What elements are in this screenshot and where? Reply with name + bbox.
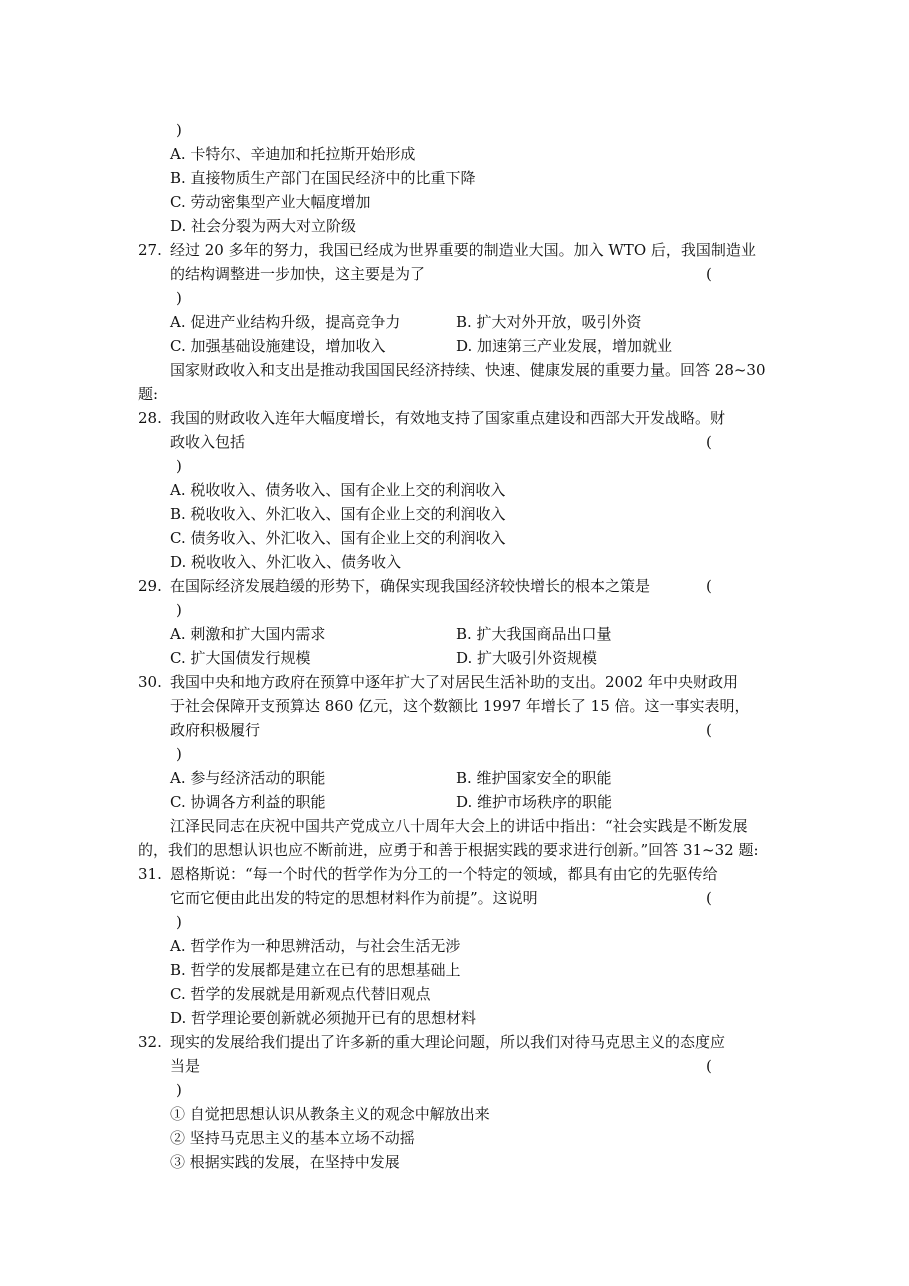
- question-number: 30.: [138, 673, 162, 691]
- option-b: B. 扩大对外开放，吸引外资: [456, 313, 642, 331]
- bracket-close: ): [176, 457, 182, 475]
- option-b: B. 哲学的发展都是建立在已有的思想基础上: [170, 961, 461, 979]
- passage-text: 国家财政收入和支出是推动我国国民经济持续、快速、健康发展的重要力量。回答 28~30: [170, 361, 766, 379]
- question-number: 32.: [138, 1033, 162, 1051]
- question-text: 我国中央和地方政府在预算中逐年扩大了对居民生活补助的支出。2002 年中央财政用: [170, 673, 738, 691]
- option-a: A. 参与经济活动的职能: [170, 769, 326, 787]
- question-number: 31.: [138, 865, 162, 883]
- option-b: B. 维护国家安全的职能: [456, 769, 612, 787]
- option-d: D. 税收收入、外汇收入、债务收入: [170, 553, 402, 571]
- passage-text: 的，我们的思想认识也应不断前进，应勇于和善于根据实践的要求进行创新。”回答 31~32 题:: [138, 841, 759, 859]
- option-d: D. 加速第三产业发展，增加就业: [456, 337, 673, 355]
- option-d: D. 维护市场秩序的职能: [456, 793, 613, 811]
- question-number: 28.: [138, 409, 162, 427]
- option-a: A. 促进产业结构升级，提高竞争力: [170, 313, 401, 331]
- bracket-open: (: [706, 577, 712, 595]
- question-text: 现实的发展给我们提出了许多新的重大理论问题，所以我们对待马克思主义的态度应: [170, 1033, 726, 1051]
- option-c: C. 扩大国债发行规模: [170, 649, 311, 667]
- passage-text: 江泽民同志在庆祝中国共产党成立八十周年大会上的讲话中指出：“社会实践是不断发展: [170, 817, 748, 835]
- question-text: 于社会保障开支预算达 860 亿元，这个数额比 1997 年增长了 15 倍。这一事实表明，: [170, 697, 750, 715]
- question-number: 27.: [138, 241, 162, 259]
- option-b: B. 扩大我国商品出口量: [456, 625, 612, 643]
- question-text: 经过 20 多年的努力，我国已经成为世界重要的制造业大国。加入 WTO 后，我国制造业: [170, 241, 756, 259]
- statement-2: ② 坚持马克思主义的基本立场不动摇: [170, 1129, 415, 1147]
- question-text: 我国的财政收入连年大幅度增长，有效地支持了国家重点建设和西部大开发战略。财: [170, 409, 726, 427]
- option-a: A. 刺激和扩大国内需求: [170, 625, 326, 643]
- question-text: 政收入包括: [170, 433, 246, 451]
- option-d: D. 扩大吸引外资规模: [456, 649, 598, 667]
- bracket-close: ): [176, 289, 182, 307]
- option-d: D. 哲学理论要创新就必须抛开已有的思想材料: [170, 1009, 477, 1027]
- bracket-open: (: [706, 265, 712, 283]
- option-b: B. 直接物质生产部门在国民经济中的比重下降: [170, 169, 476, 187]
- question-text: 的结构调整进一步加快，这主要是为了: [170, 265, 426, 283]
- statement-1: ① 自觉把思想认识从教条主义的观念中解放出来: [170, 1105, 490, 1123]
- bracket-open: (: [706, 433, 712, 451]
- option-a: A. 税收收入、债务收入、国有企业上交的利润收入: [170, 481, 506, 499]
- question-number: 29.: [138, 577, 162, 595]
- question-text: 它而它便由此出发的特定的思想材料作为前提”。这说明: [170, 889, 538, 907]
- option-c: C. 劳动密集型产业大幅度增加: [170, 193, 371, 211]
- option-b: B. 税收收入、外汇收入、国有企业上交的利润收入: [170, 505, 506, 523]
- bracket-open: (: [706, 721, 712, 739]
- option-c: C. 加强基础设施建设，增加收入: [170, 337, 386, 355]
- bracket-close: ): [176, 121, 182, 139]
- statement-3: ③ 根据实践的发展，在坚持中发展: [170, 1153, 400, 1171]
- option-c: C. 哲学的发展就是用新观点代替旧观点: [170, 985, 431, 1003]
- option-a: A. 哲学作为一种思辨活动，与社会生活无涉: [170, 937, 461, 955]
- bracket-open: (: [706, 1057, 712, 1075]
- question-text: 恩格斯说：“每一个时代的哲学作为分工的一个特定的领域，都具有由它的先驱传给: [170, 865, 718, 883]
- question-text: 政府积极履行: [170, 721, 261, 739]
- option-c: C. 债务收入、外汇收入、国有企业上交的利润收入: [170, 529, 506, 547]
- bracket-close: ): [176, 745, 182, 763]
- bracket-open: (: [706, 889, 712, 907]
- bracket-close: ): [176, 1081, 182, 1099]
- bracket-close: ): [176, 913, 182, 931]
- option-a: A. 卡特尔、辛迪加和托拉斯开始形成: [170, 145, 416, 163]
- bracket-close: ): [176, 601, 182, 619]
- question-text: 当是: [170, 1057, 201, 1075]
- option-c: C. 协调各方利益的职能: [170, 793, 326, 811]
- passage-text: 题:: [138, 385, 159, 403]
- option-d: D. 社会分裂为两大对立阶级: [170, 217, 357, 235]
- question-text: 在国际经济发展趋缓的形势下，确保实现我国经济较快增长的根本之策是: [170, 577, 651, 595]
